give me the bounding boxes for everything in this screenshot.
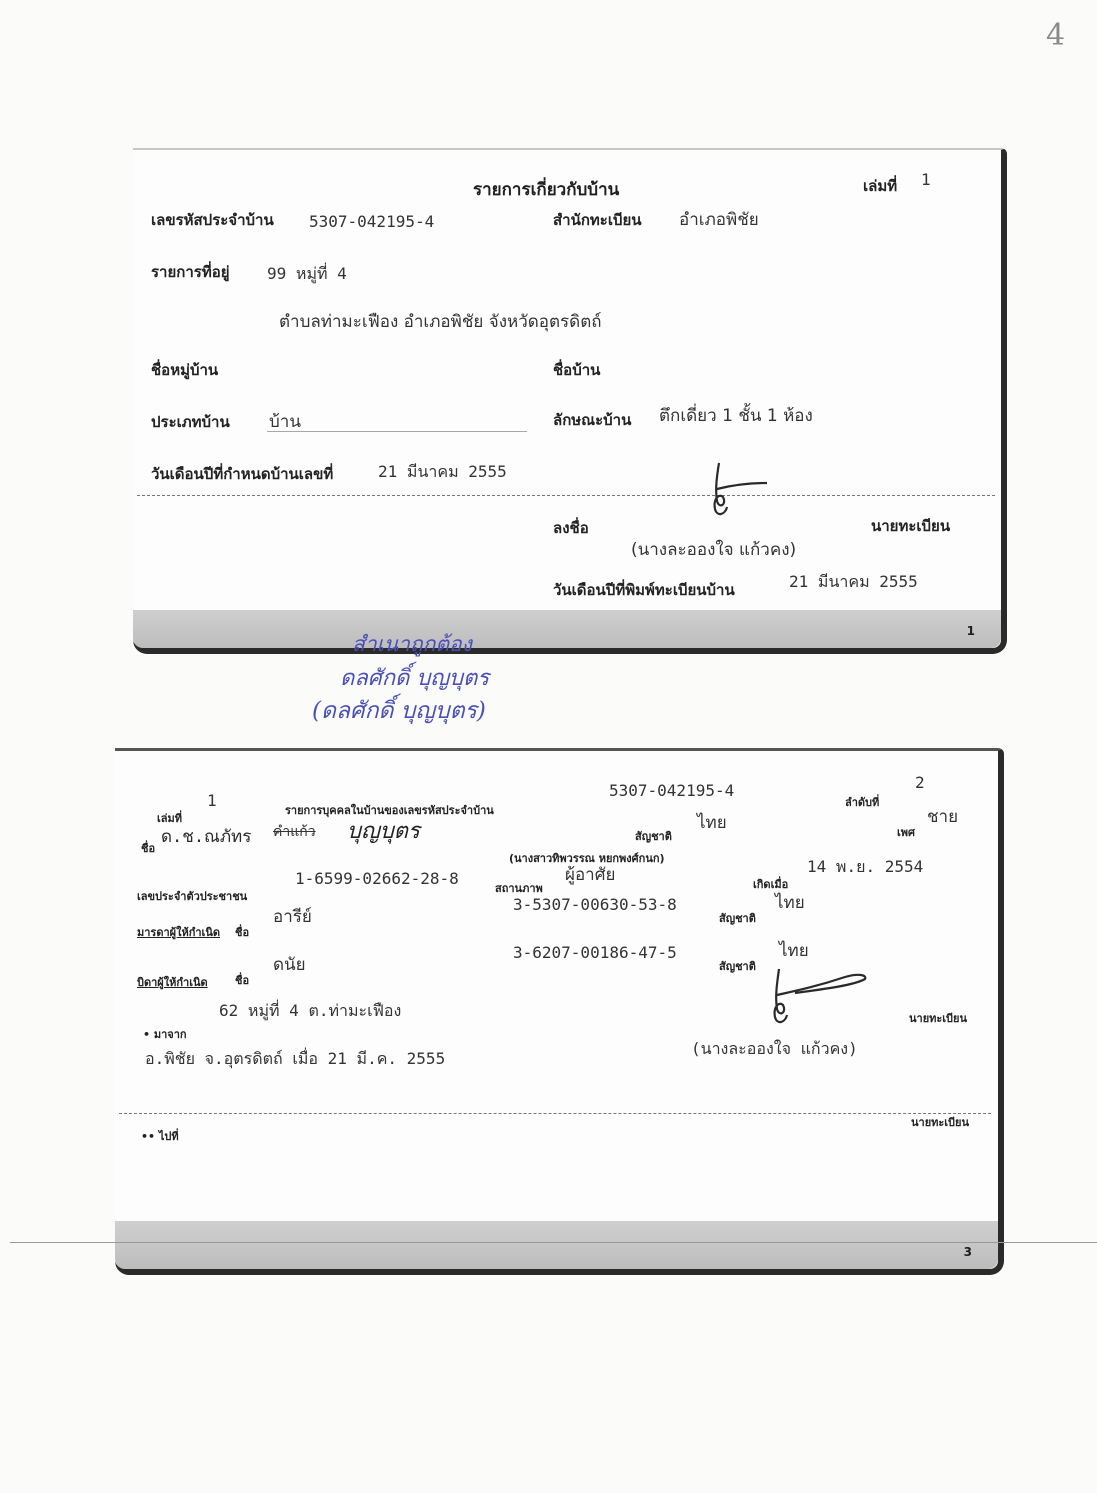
status-label: สถานภาพ bbox=[495, 882, 543, 895]
assigned-date-value: 21 มีนาคม 2555 bbox=[378, 462, 507, 481]
moved-to-label: •• ไปที่ bbox=[141, 1130, 179, 1143]
birth-value: 14 พ.ย. 2554 bbox=[807, 857, 924, 876]
name-label: ชื่อ bbox=[141, 842, 156, 855]
print-date-value: 21 มีนาคม 2555 bbox=[789, 572, 918, 591]
page-number: 4 bbox=[1046, 18, 1066, 53]
registrar-title: นายทะเบียน bbox=[871, 517, 951, 535]
house-name-label: ชื่อบ้าน bbox=[553, 361, 601, 379]
registrar-signature bbox=[693, 455, 783, 535]
certified-copy-text: สำเนาถูกต้อง bbox=[352, 632, 472, 656]
house-type-label: ประเภทบ้าน bbox=[151, 413, 230, 431]
book-value: 1 bbox=[207, 791, 217, 810]
sex-label: เพศ bbox=[897, 826, 915, 839]
card-footer bbox=[115, 1221, 998, 1269]
moved-from-label: • มาจาก bbox=[143, 1028, 187, 1041]
house-style-label: ลักษณะบ้าน bbox=[553, 411, 632, 429]
address-label: รายการที่อยู่ bbox=[151, 263, 230, 281]
footer-number: 1 bbox=[966, 624, 975, 638]
section-title: รายการบุคคลในบ้านของเลขรหัสประจำบ้าน bbox=[285, 804, 494, 817]
father-label: บิดาผู้ให้กำเนิด bbox=[137, 976, 208, 989]
address-line2: ตำบลท่ามะเฟือง อำเภอพิชัย จังหวัดอุตรดิตถ์ bbox=[279, 312, 602, 332]
name-typed: ด.ช.ณภัทร bbox=[161, 827, 252, 847]
registrar-title: นายทะเบียน bbox=[909, 1012, 968, 1025]
assigned-date-label: วันเดือนปีที่กำหนดบ้านเลขที่ bbox=[151, 465, 334, 483]
seq-value: 2 bbox=[915, 773, 925, 792]
name-struck: คำแก้ว bbox=[273, 824, 316, 840]
sign-label: ลงชื่อ bbox=[553, 519, 589, 537]
birth-label: เกิดเมื่อ bbox=[753, 878, 789, 891]
mother-nat-label: สัญชาติ bbox=[719, 912, 756, 925]
card-title: รายการเกี่ยวกับบ้าน bbox=[473, 180, 620, 200]
address-line1: 99 หมู่ที่ 4 bbox=[267, 264, 347, 283]
father-nat-label: สัญชาติ bbox=[719, 960, 756, 973]
registrar-signature bbox=[755, 965, 875, 1045]
registry-office-label: สำนักทะเบียน bbox=[553, 211, 642, 229]
print-date-label: วันเดือนปีที่พิมพ์ทะเบียนบ้าน bbox=[553, 581, 735, 599]
nationality-value: ไทย bbox=[697, 813, 727, 833]
mother-id: 3-5307-00630-53-8 bbox=[513, 895, 677, 914]
house-style-value: ตึกเดี่ยว 1 ชั้น 1 ห้อง bbox=[659, 406, 813, 426]
nationality-label: สัญชาติ bbox=[635, 830, 672, 843]
house-id-value: 5307-042195-4 bbox=[309, 212, 435, 231]
book-label: เล่มที่ bbox=[863, 177, 898, 195]
house-id-value: 5307-042195-4 bbox=[609, 781, 735, 800]
seq-label: ลำดับที่ bbox=[845, 796, 880, 809]
registrar-name: (นางละอองใจ แก้วคง) bbox=[691, 1039, 858, 1058]
house-details-card bbox=[133, 148, 1007, 654]
moved-from-line2: อ.พิชัย จ.อุตรดิตถ์ เมื่อ 21 มี.ค. 2555 bbox=[145, 1049, 446, 1068]
village-name-label: ชื่อหมู่บ้าน bbox=[151, 361, 219, 379]
sex-value: ชาย bbox=[927, 807, 959, 827]
name-handwritten: บุญบุตร bbox=[347, 819, 420, 844]
registrar-name: (นางละอองใจ แก้วคง) bbox=[631, 540, 797, 560]
citizen-id-label: เลขประจำตัวประชาชน bbox=[137, 890, 248, 903]
moved-from-line1: 62 หมู่ที่ 4 ต.ท่ามะเฟือง bbox=[219, 1001, 402, 1020]
registrar-title-2: นายทะเบียน bbox=[911, 1116, 970, 1129]
father-nat: ไทย bbox=[779, 941, 809, 961]
book-value: 1 bbox=[921, 170, 931, 189]
father-name-label: ชื่อ bbox=[235, 974, 250, 987]
mother-name: อารีย์ bbox=[273, 907, 312, 927]
name-note: (นางสาวทิพวรรณ หยกพงศ์กนก) bbox=[509, 852, 665, 865]
house-type-value: บ้าน bbox=[269, 412, 301, 432]
card-footer bbox=[133, 610, 1001, 648]
certifier-name: (ดลศักดิ์ บุญบุตร) bbox=[312, 698, 486, 724]
father-name: ดนัย bbox=[273, 955, 306, 975]
person-details-card bbox=[115, 748, 1004, 1275]
certifier-signature-text: ดลศักดิ์ บุญบุตร bbox=[340, 666, 490, 691]
father-id: 3-6207-00186-47-5 bbox=[513, 943, 677, 962]
house-id-label: เลขรหัสประจำบ้าน bbox=[151, 211, 274, 229]
footer-number: 3 bbox=[963, 1245, 972, 1259]
mother-nat: ไทย bbox=[775, 893, 805, 913]
mother-name-label: ชื่อ bbox=[235, 926, 250, 939]
status-value: ผู้อาศัย bbox=[565, 865, 616, 885]
citizen-id-value: 1-6599-02662-28-8 bbox=[295, 869, 459, 888]
registry-office-value: อำเภอพิชัย bbox=[679, 210, 759, 230]
mother-label: มารดาผู้ให้กำเนิด bbox=[137, 926, 220, 939]
page-edge-line bbox=[10, 1242, 1097, 1243]
book-label: เล่มที่ bbox=[157, 812, 183, 825]
